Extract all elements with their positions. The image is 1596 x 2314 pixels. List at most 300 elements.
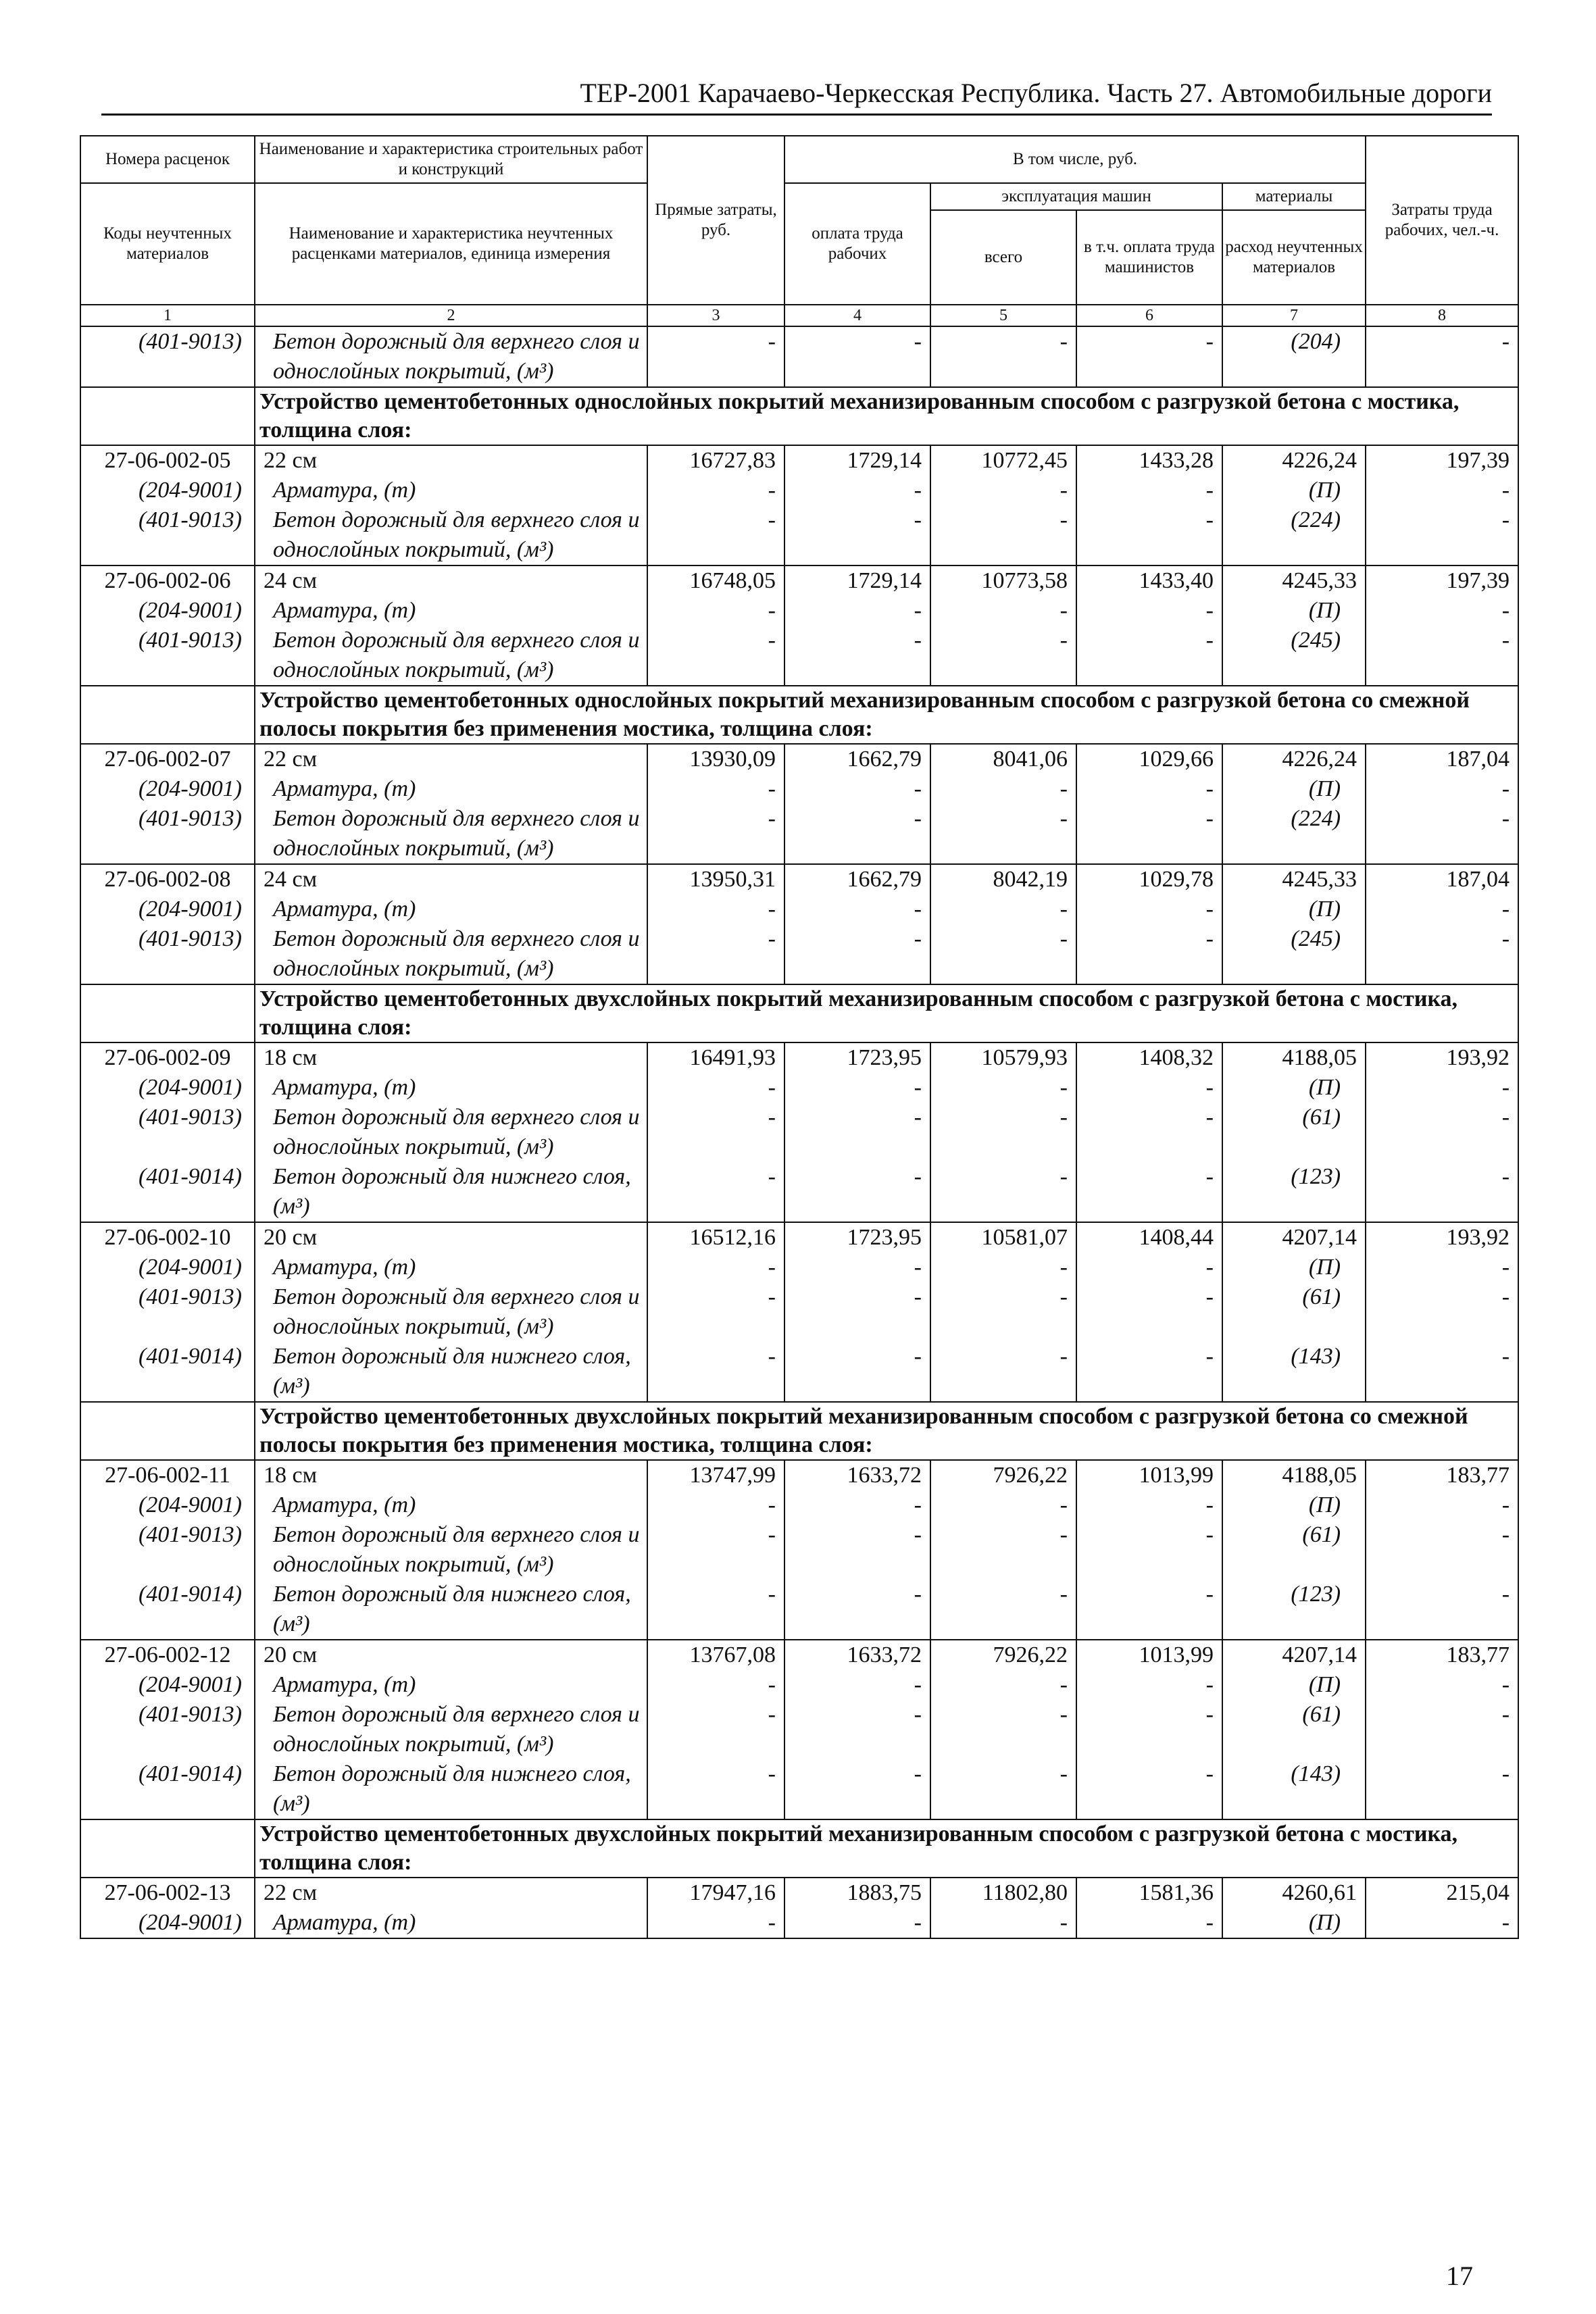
value-c6: - [1076, 1700, 1222, 1759]
material-code: (401-9013) [80, 326, 255, 387]
value-c8: 187,04 [1366, 744, 1518, 774]
value-c5: 10773,58 [930, 565, 1076, 596]
work-name: 22 см [255, 1878, 647, 1908]
material-name: Бетон дорожный для верхнего слоя и однослойных покрытий, (м³) [255, 505, 647, 565]
value-c6: - [1076, 924, 1222, 984]
value-c3: - [647, 1253, 784, 1282]
value-c4: - [784, 1342, 930, 1402]
value-c5: - [930, 1490, 1076, 1520]
value-c5: 11802,80 [930, 1878, 1076, 1908]
material-name: Бетон дорожный для верхнего слоя и однослойных покрытий, (м³) [255, 804, 647, 864]
value-c4: - [784, 1162, 930, 1222]
rate-row [80, 1460, 1518, 1490]
head-including: В том числе, руб. [784, 136, 1366, 183]
value-c5: - [930, 596, 1076, 626]
rate-row [80, 565, 1518, 596]
work-name: 20 см [255, 1222, 647, 1253]
value-c8: - [1366, 1490, 1518, 1520]
rate-row [80, 864, 1518, 895]
material-row [80, 1253, 1518, 1282]
rate-row [80, 445, 1518, 476]
material-name: Бетон дорожный для верхнего слоя и однослойных покрытий, (м³) [255, 1103, 647, 1162]
material-code: (204-9001) [80, 895, 255, 924]
material-name: Бетон дорожный для нижнего слоя, (м³) [255, 1342, 647, 1402]
material-name: Арматура, (т) [255, 1253, 647, 1282]
material-row [80, 895, 1518, 924]
material-code: (204-9001) [80, 1490, 255, 1520]
column-numbers-row [80, 305, 1518, 326]
rate-code: 27-06-002-11 [80, 1460, 255, 1490]
value-c3: - [647, 804, 784, 864]
value-c8: 183,77 [1366, 1640, 1518, 1670]
value-c6: - [1076, 1670, 1222, 1700]
material-name: Бетон дорожный для нижнего слоя, (м³) [255, 1162, 647, 1222]
work-name: 22 см [255, 744, 647, 774]
section-title: Устройство цементобетонных двухслойных покрытий механизированным способом с разгрузкой бетона с мостика, толщина слоя: [255, 1819, 1518, 1878]
section-title: Устройство цементобетонных двухслойных покрытий механизированным способом с разгрузкой бетона с мостика, толщина слоя: [255, 984, 1518, 1042]
material-row [80, 1342, 1518, 1402]
value-c6: 1029,78 [1076, 864, 1222, 895]
value-c7: (П) [1222, 895, 1366, 924]
value-c6: - [1076, 1908, 1222, 1938]
value-c3: 13747,99 [647, 1460, 784, 1490]
value-c6: - [1076, 1103, 1222, 1162]
value-c7: (143) [1222, 1759, 1366, 1819]
value-c8: - [1366, 626, 1518, 686]
material-row [80, 1759, 1518, 1819]
value-c3: - [647, 596, 784, 626]
material-row [80, 1073, 1518, 1103]
value-c6: - [1076, 626, 1222, 686]
value-c8: - [1366, 1520, 1518, 1580]
value-c4: - [784, 1700, 930, 1759]
material-name: Арматура, (т) [255, 476, 647, 505]
value-c5: - [930, 1342, 1076, 1402]
value-c5: - [930, 774, 1076, 804]
value-c3: - [647, 1670, 784, 1700]
value-c3: 13950,31 [647, 864, 784, 895]
value-c6: 1029,66 [1076, 744, 1222, 774]
rate-code: 27-06-002-12 [80, 1640, 255, 1670]
value-c6: - [1076, 1253, 1222, 1282]
material-code: (204-9001) [80, 1670, 255, 1700]
material-row [80, 1162, 1518, 1222]
value-c4: - [784, 924, 930, 984]
column-number: 6 [1076, 305, 1222, 326]
value-c3: - [647, 774, 784, 804]
value-c5: - [930, 1520, 1076, 1580]
material-code: (401-9014) [80, 1342, 255, 1402]
value-c5: 7926,22 [930, 1460, 1076, 1490]
rate-code: 27-06-002-08 [80, 864, 255, 895]
value-c6: - [1076, 1162, 1222, 1222]
value-c8: - [1366, 1670, 1518, 1700]
value-c4: 1729,14 [784, 565, 930, 596]
section-blank-cell [80, 1402, 255, 1460]
value-c7: (61) [1222, 1520, 1366, 1580]
value-c4: - [784, 895, 930, 924]
column-number: 7 [1222, 305, 1366, 326]
section-title: Устройство цементобетонных двухслойных покрытий механизированным способом с разгрузкой бетона со смежной полосы покрытия без применения мостика, толщина слоя: [255, 1402, 1518, 1460]
column-number: 3 [647, 305, 784, 326]
value-c6: - [1076, 505, 1222, 565]
material-name: Бетон дорожный для верхнего слоя и однослойных покрытий, (м³) [255, 326, 647, 387]
value-c7: (П) [1222, 596, 1366, 626]
value-c6: - [1076, 1342, 1222, 1402]
rate-row [80, 1878, 1518, 1908]
value-c4: - [784, 1103, 930, 1162]
head-machine-operation: эксплуатация машин [930, 183, 1222, 210]
value-c3: - [647, 1490, 784, 1520]
value-c6: - [1076, 895, 1222, 924]
material-row [80, 1282, 1518, 1342]
material-name: Арматура, (т) [255, 1490, 647, 1520]
value-c5: - [930, 1253, 1076, 1282]
value-c4: 1633,72 [784, 1460, 930, 1490]
value-c3: 13767,08 [647, 1640, 784, 1670]
value-c7: 4207,14 [1222, 1222, 1366, 1253]
material-name: Бетон дорожный для верхнего слоя и однослойных покрытий, (м³) [255, 626, 647, 686]
value-c5: 8042,19 [930, 864, 1076, 895]
value-c8: - [1366, 596, 1518, 626]
value-c7: (П) [1222, 1253, 1366, 1282]
value-c3: 16748,05 [647, 565, 784, 596]
value-c8: - [1366, 924, 1518, 984]
value-c4: 1883,75 [784, 1878, 930, 1908]
value-c5: - [930, 924, 1076, 984]
value-c5: - [930, 505, 1076, 565]
material-code: (401-9013) [80, 626, 255, 686]
material-code: (401-9013) [80, 1282, 255, 1342]
value-c4: 1723,95 [784, 1042, 930, 1073]
material-code: (204-9001) [80, 1073, 255, 1103]
rate-code: 27-06-002-07 [80, 744, 255, 774]
value-c6: 1433,40 [1076, 565, 1222, 596]
value-c7: 4260,61 [1222, 1878, 1366, 1908]
value-c7: 4245,33 [1222, 864, 1366, 895]
material-code: (401-9013) [80, 804, 255, 864]
table-body [80, 326, 1518, 1938]
running-header: ТЕР-2001 Карачаево-Черкесская Республика. Часть 27. Автомобильные дороги [580, 78, 1492, 108]
value-c4: - [784, 1759, 930, 1819]
value-c8: - [1366, 326, 1518, 387]
material-name: Арматура, (т) [255, 596, 647, 626]
material-name: Арматура, (т) [255, 1670, 647, 1700]
value-c7: (61) [1222, 1700, 1366, 1759]
rate-row [80, 1042, 1518, 1073]
material-code: (204-9001) [80, 1908, 255, 1938]
value-c3: 16727,83 [647, 445, 784, 476]
work-name: 20 см [255, 1640, 647, 1670]
head-work-name: Наименование и характеристика строительных работ и конструкций [255, 136, 647, 183]
head-material-codes: Коды неучтенных материалов [80, 183, 255, 305]
value-c3: - [647, 1759, 784, 1819]
section-row [80, 387, 1518, 445]
section-title: Устройство цементобетонных однослойных покрытий механизированным способом с разгрузкой бетона со смежной полосы покрытия без применения мостика, толщина слоя: [255, 686, 1518, 744]
value-c3: - [647, 1162, 784, 1222]
rate-code: 27-06-002-09 [80, 1042, 255, 1073]
value-c6: - [1076, 1490, 1222, 1520]
value-c4: - [784, 804, 930, 864]
material-code: (204-9001) [80, 1253, 255, 1282]
value-c8: - [1366, 505, 1518, 565]
work-name: 18 см [255, 1042, 647, 1073]
section-blank-cell [80, 387, 255, 445]
material-code: (401-9013) [80, 505, 255, 565]
value-c7: (П) [1222, 476, 1366, 505]
value-c6: - [1076, 1759, 1222, 1819]
value-c7: (61) [1222, 1103, 1366, 1162]
value-c8: - [1366, 1282, 1518, 1342]
value-c7: (224) [1222, 505, 1366, 565]
value-c6: - [1076, 1580, 1222, 1640]
value-c5: 10579,93 [930, 1042, 1076, 1073]
material-code: (401-9013) [80, 1103, 255, 1162]
material-row [80, 924, 1518, 984]
value-c6: 1433,28 [1076, 445, 1222, 476]
value-c5: 10772,45 [930, 445, 1076, 476]
material-row [80, 1908, 1518, 1938]
value-c7: (П) [1222, 774, 1366, 804]
material-code: (401-9013) [80, 1700, 255, 1759]
value-c8: - [1366, 1700, 1518, 1759]
value-c4: - [784, 1490, 930, 1520]
value-c8: - [1366, 1253, 1518, 1282]
value-c8: - [1366, 895, 1518, 924]
material-row [80, 1520, 1518, 1580]
material-row [80, 596, 1518, 626]
value-c3: - [647, 1103, 784, 1162]
value-c5: - [930, 1670, 1076, 1700]
value-c7: (224) [1222, 804, 1366, 864]
section-row [80, 1402, 1518, 1460]
value-c7: (П) [1222, 1670, 1366, 1700]
value-c6: - [1076, 1073, 1222, 1103]
section-title: Устройство цементобетонных однослойных покрытий механизированным способом с разгрузкой бетона с мостика, толщина слоя: [255, 387, 1518, 445]
value-c3: 16491,93 [647, 1042, 784, 1073]
value-c4: - [784, 1282, 930, 1342]
value-c6: - [1076, 596, 1222, 626]
work-name: 24 см [255, 864, 647, 895]
rate-code: 27-06-002-05 [80, 445, 255, 476]
value-c3: - [647, 895, 784, 924]
value-c7: 4226,24 [1222, 744, 1366, 774]
value-c7: 4188,05 [1222, 1460, 1366, 1490]
value-c8: 187,04 [1366, 864, 1518, 895]
material-name: Бетон дорожный для верхнего слоя и однослойных покрытий, (м³) [255, 924, 647, 984]
value-c4: - [784, 1520, 930, 1580]
material-name: Бетон дорожный для нижнего слоя, (м³) [255, 1580, 647, 1640]
page-number: 17 [1446, 2261, 1473, 2291]
value-c3: - [647, 1908, 784, 1938]
value-c7: (123) [1222, 1162, 1366, 1222]
value-c7: (143) [1222, 1342, 1366, 1402]
rate-code: 27-06-002-06 [80, 565, 255, 596]
value-c4: 1729,14 [784, 445, 930, 476]
value-c4: - [784, 326, 930, 387]
section-blank-cell [80, 984, 255, 1042]
material-code: (401-9014) [80, 1759, 255, 1819]
material-row [80, 326, 1518, 387]
value-c7: 4226,24 [1222, 445, 1366, 476]
value-c8: 197,39 [1366, 565, 1518, 596]
work-name: 18 см [255, 1460, 647, 1490]
material-name: Бетон дорожный для нижнего слоя, (м³) [255, 1759, 647, 1819]
material-code: (401-9013) [80, 1520, 255, 1580]
material-name: Арматура, (т) [255, 1908, 647, 1938]
material-row [80, 1670, 1518, 1700]
value-c7: 4245,33 [1222, 565, 1366, 596]
material-name: Бетон дорожный для верхнего слоя и однослойных покрытий, (м³) [255, 1700, 647, 1759]
value-c4: - [784, 1073, 930, 1103]
value-c3: - [647, 924, 784, 984]
value-c5: - [930, 626, 1076, 686]
section-row [80, 686, 1518, 744]
value-c4: - [784, 1580, 930, 1640]
value-c4: 1633,72 [784, 1640, 930, 1670]
material-name: Арматура, (т) [255, 1073, 647, 1103]
value-c3: - [647, 1520, 784, 1580]
head-material-consumption: расход неучтенных материалов [1222, 210, 1366, 305]
value-c8: 197,39 [1366, 445, 1518, 476]
value-c5: 10581,07 [930, 1222, 1076, 1253]
value-c7: (204) [1222, 326, 1366, 387]
rate-row [80, 744, 1518, 774]
value-c6: - [1076, 1282, 1222, 1342]
value-c3: - [647, 626, 784, 686]
value-c5: - [930, 1282, 1076, 1342]
material-code: (204-9001) [80, 774, 255, 804]
head-rate-number: Номера расценок [80, 136, 255, 183]
value-c3: - [647, 1700, 784, 1759]
value-c7: (123) [1222, 1580, 1366, 1640]
value-c5: - [930, 1908, 1076, 1938]
value-c5: - [930, 1759, 1076, 1819]
value-c3: - [647, 476, 784, 505]
value-c6: 1013,99 [1076, 1640, 1222, 1670]
material-row [80, 1700, 1518, 1759]
head-labor-hours: Затраты труда рабочих, чел.-ч. [1366, 136, 1518, 305]
value-c7: 4207,14 [1222, 1640, 1366, 1670]
material-row [80, 1490, 1518, 1520]
section-blank-cell [80, 1819, 255, 1878]
work-name: 22 см [255, 445, 647, 476]
head-machines-total: всего [930, 210, 1076, 305]
value-c8: - [1366, 1162, 1518, 1222]
value-c8: - [1366, 1908, 1518, 1938]
material-name: Бетон дорожный для верхнего слоя и однослойных покрытий, (м³) [255, 1282, 647, 1342]
value-c8: 193,92 [1366, 1222, 1518, 1253]
material-row [80, 626, 1518, 686]
value-c4: 1723,95 [784, 1222, 930, 1253]
value-c7: (61) [1222, 1282, 1366, 1342]
value-c4: - [784, 596, 930, 626]
value-c8: - [1366, 1103, 1518, 1162]
value-c5: 8041,06 [930, 744, 1076, 774]
rate-code: 27-06-002-10 [80, 1222, 255, 1253]
value-c7: (П) [1222, 1908, 1366, 1938]
value-c7: 4188,05 [1222, 1042, 1366, 1073]
material-name: Бетон дорожный для верхнего слоя и однослойных покрытий, (м³) [255, 1520, 647, 1580]
value-c4: - [784, 1253, 930, 1282]
value-c3: - [647, 1282, 784, 1342]
material-name: Арматура, (т) [255, 774, 647, 804]
value-c8: 215,04 [1366, 1878, 1518, 1908]
value-c7: (245) [1222, 924, 1366, 984]
value-c3: - [647, 1342, 784, 1402]
value-c4: 1662,79 [784, 864, 930, 895]
column-number: 1 [80, 305, 255, 326]
value-c6: 1581,36 [1076, 1878, 1222, 1908]
value-c5: - [930, 804, 1076, 864]
head-machinist-pay: в т.ч. оплата труда машинистов [1076, 210, 1222, 305]
value-c5: 7926,22 [930, 1640, 1076, 1670]
value-c5: - [930, 1580, 1076, 1640]
value-c3: - [647, 505, 784, 565]
value-c3: 16512,16 [647, 1222, 784, 1253]
value-c8: - [1366, 804, 1518, 864]
value-c8: - [1366, 774, 1518, 804]
value-c4: - [784, 1670, 930, 1700]
value-c6: - [1076, 1520, 1222, 1580]
value-c3: 17947,16 [647, 1878, 784, 1908]
material-code: (401-9014) [80, 1580, 255, 1640]
column-number: 5 [930, 305, 1076, 326]
rate-code: 27-06-002-13 [80, 1878, 255, 1908]
value-c4: - [784, 1908, 930, 1938]
value-c4: - [784, 626, 930, 686]
value-c6: 1408,44 [1076, 1222, 1222, 1253]
value-c8: 193,92 [1366, 1042, 1518, 1073]
value-c5: - [930, 326, 1076, 387]
column-number: 8 [1366, 305, 1518, 326]
value-c8: - [1366, 1759, 1518, 1819]
material-row [80, 1580, 1518, 1640]
value-c6: - [1076, 774, 1222, 804]
work-name: 24 см [255, 565, 647, 596]
value-c8: - [1366, 1580, 1518, 1640]
value-c3: - [647, 326, 784, 387]
value-c3: - [647, 1073, 784, 1103]
material-code: (204-9001) [80, 476, 255, 505]
material-row [80, 774, 1518, 804]
material-row [80, 476, 1518, 505]
column-number: 2 [255, 305, 647, 326]
value-c5: - [930, 476, 1076, 505]
value-c4: 1662,79 [784, 744, 930, 774]
material-row [80, 1103, 1518, 1162]
material-row [80, 804, 1518, 864]
material-code: (401-9014) [80, 1162, 255, 1222]
value-c4: - [784, 505, 930, 565]
value-c3: 13930,09 [647, 744, 784, 774]
value-c6: - [1076, 326, 1222, 387]
value-c8: - [1366, 1342, 1518, 1402]
head-worker-pay: оплата труда рабочих [784, 183, 930, 305]
section-row [80, 984, 1518, 1042]
rate-row [80, 1222, 1518, 1253]
value-c8: - [1366, 476, 1518, 505]
head-materials: материалы [1222, 183, 1366, 210]
material-code: (204-9001) [80, 596, 255, 626]
header-rule [101, 114, 1492, 116]
price-table [80, 135, 1519, 1939]
value-c5: - [930, 1700, 1076, 1759]
value-c5: - [930, 1162, 1076, 1222]
value-c6: 1013,99 [1076, 1460, 1222, 1490]
value-c3: - [647, 1580, 784, 1640]
value-c5: - [930, 895, 1076, 924]
